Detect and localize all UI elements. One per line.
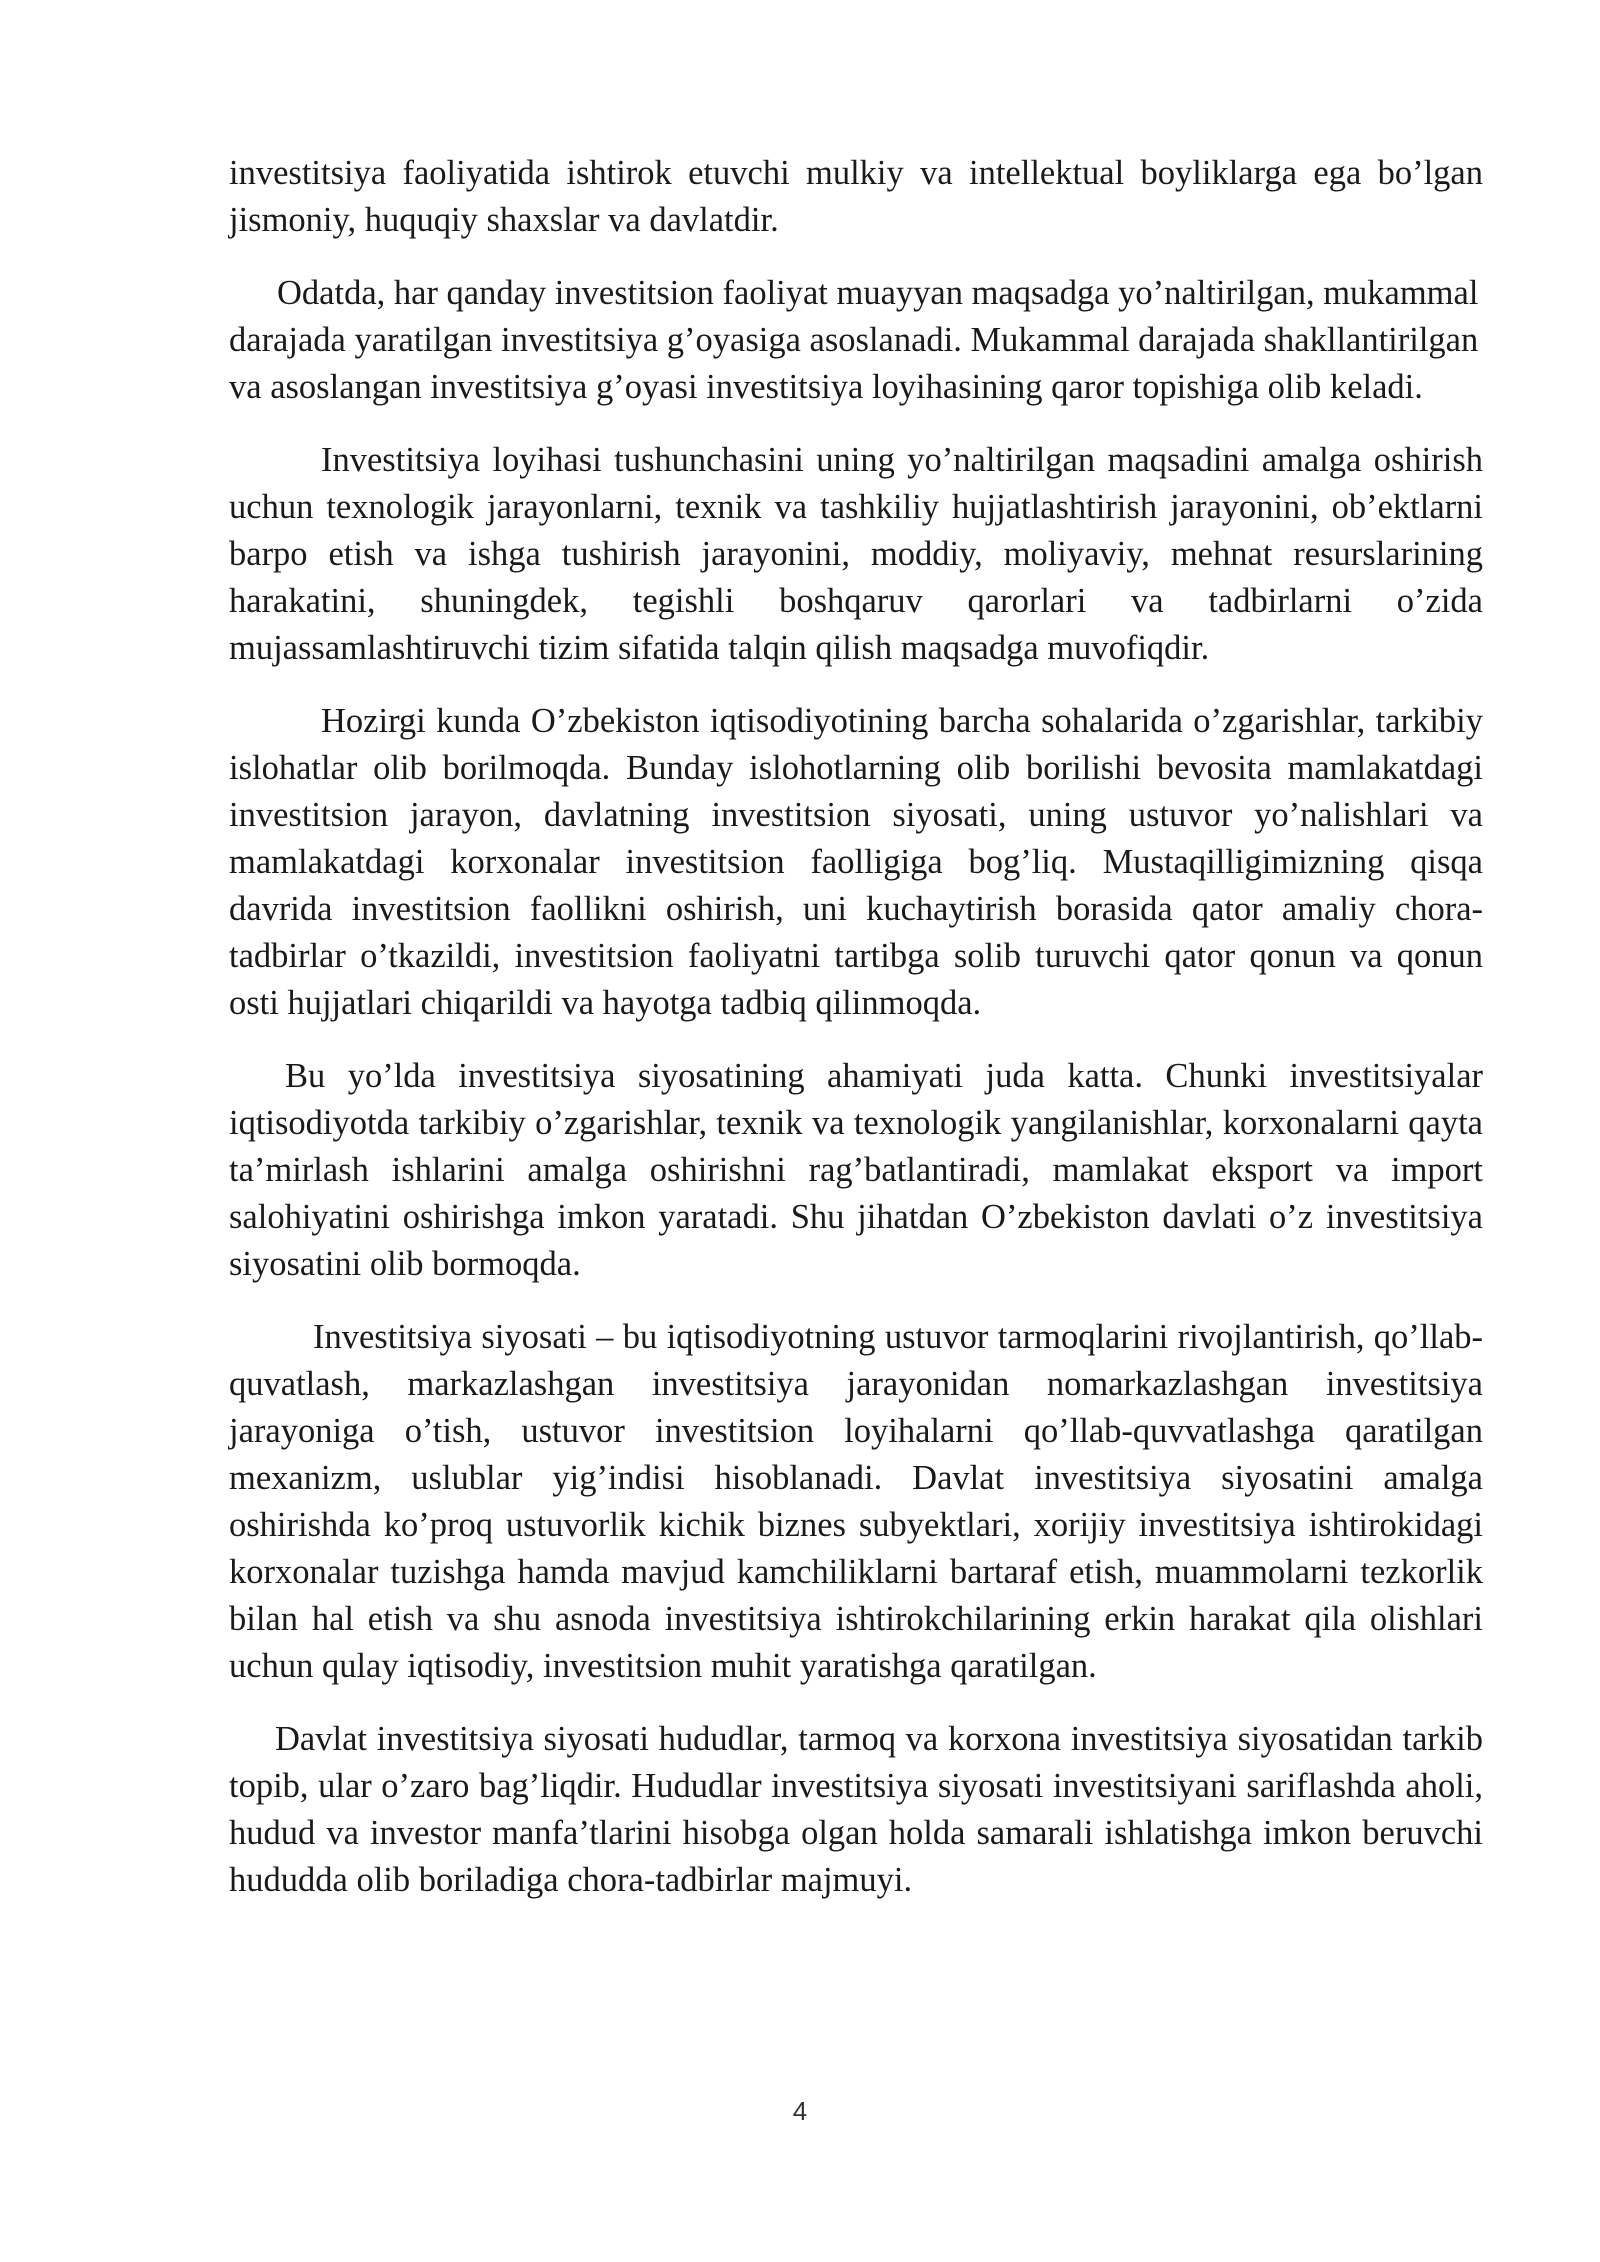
page-number: 4 bbox=[792, 2096, 808, 2126]
paragraph-3: Investitsiya loyihasi tushunchasini uning yo’naltirilgan maqsadini amalga oshirish uchun texnologik jarayonlarni, texnik va tashkiliy hujjatlashtirish jarayonini, ob’ektlarni barpo etish va ishga tushirish jarayonini, moddiy, moliyaviy, mehnat resurslarining harakatini, shuningdek, tegishli boshqaruv qarorlari va tadbirlarni o’zida mujassamlashtiruvchi tizim sifatida talqin qilish maqsadga muvofiqdir. bbox=[229, 441, 1483, 667]
paragraph-2: Odatda, har qanday investitsion faoliyat muayyan maqsadga yo’naltirilgan, mukammal darajada yaratilgan investitsiya g’oyasiga asoslanadi. Mukammal darajada shakllantirilgan va asoslangan investitsiya g’oyasi investitsiya loyihasining qaror topishiga olib keladi. bbox=[229, 274, 1479, 406]
paragraph-6: Investitsiya siyosati – bu iqtisodiyotning ustuvor tarmoqlarini rivojlantirish, qo’llab-quvatlash, markazlashgan investitsiya jarayonidan nomarkazlashgan investitsiya jarayoniga o’tish, ustuvor investitsion loyihalarni qo’llab-quvvatlashga qaratilgan mexanizm, uslublar yig’indisi hisoblanadi. Davlat investitsiya siyosatini amalga oshirishda ko’proq ustuvorlik kichik biznes subyektlari, xorijiy investitsiya ishtirokidagi korxonalar tuzishga hamda mavjud kamchiliklarni bartaraf etish, muammolarni tezkorlik bilan hal etish va shu asnoda investitsiya ishtirokchilarining erkin harakat qila olishlari uchun qulay iqtisodiy, investitsion muhit yaratishga qaratilgan. bbox=[229, 1318, 1483, 1685]
paragraph-7: Davlat investitsiya siyosati hududlar, tarmoq va korxona investitsiya siyosatidan tarkib topib, ular o’zaro bag’liqdir. Hududlar investitsiya siyosati investitsiyani sariflashda aholi, hudud va investor manfa’tlarini hisobga olgan holda samarali ishlatishga imkon beruvchi hududda olib boriladiga chora-tadbirlar majmuyi. bbox=[229, 1720, 1483, 1899]
body-text bbox=[229, 150, 1483, 1930]
paragraph-4: Hozirgi kunda O’zbekiston iqtisodiyotining barcha sohalarida o’zgarishlar, tarkibiy islohatlar olib borilmoqda. Bunday islohotlarning olib borilishi bevosita mamlakatdagi investitsion jarayon, davlatning investitsion siyosati, uning ustuvor yo’nalishlari va mamlakatdagi korxonalar investitsion faolligiga bog’liq. Mustaqilligimizning qisqa davrida investitsion faollikni oshirish, uni kuchaytirish borasida qator amaliy chora-tadbirlar o’tkazildi, investitsion faoliyatni tartibga solib turuvchi qator qonun va qonun osti hujjatlari chiqarildi va hayotga tadbiq qilinmoqda. bbox=[229, 702, 1483, 1022]
paragraph-5: Bu yo’lda investitsiya siyosatining ahamiyati juda katta. Chunki investitsiyalar iqtisodiyotda tarkibiy o’zgarishlar, texnik va texnologik yangilanishlar, korxonalarni qayta ta’mirlash ishlarini amalga oshirishni rag’batlantiradi, mamlakat eksport va import salohiyatini oshirishga imkon yaratadi. Shu jihatdan O’zbekiston davlati o’z investitsiya siyosatini olib bormoqda. bbox=[229, 1057, 1483, 1283]
paragraph-1: investitsiya faoliyatida ishtirok etuvchi mulkiy va intellektual boyliklarga ega bo’lgan jismoniy, huquqiy shaxslar va davlatdir. bbox=[229, 154, 1483, 239]
